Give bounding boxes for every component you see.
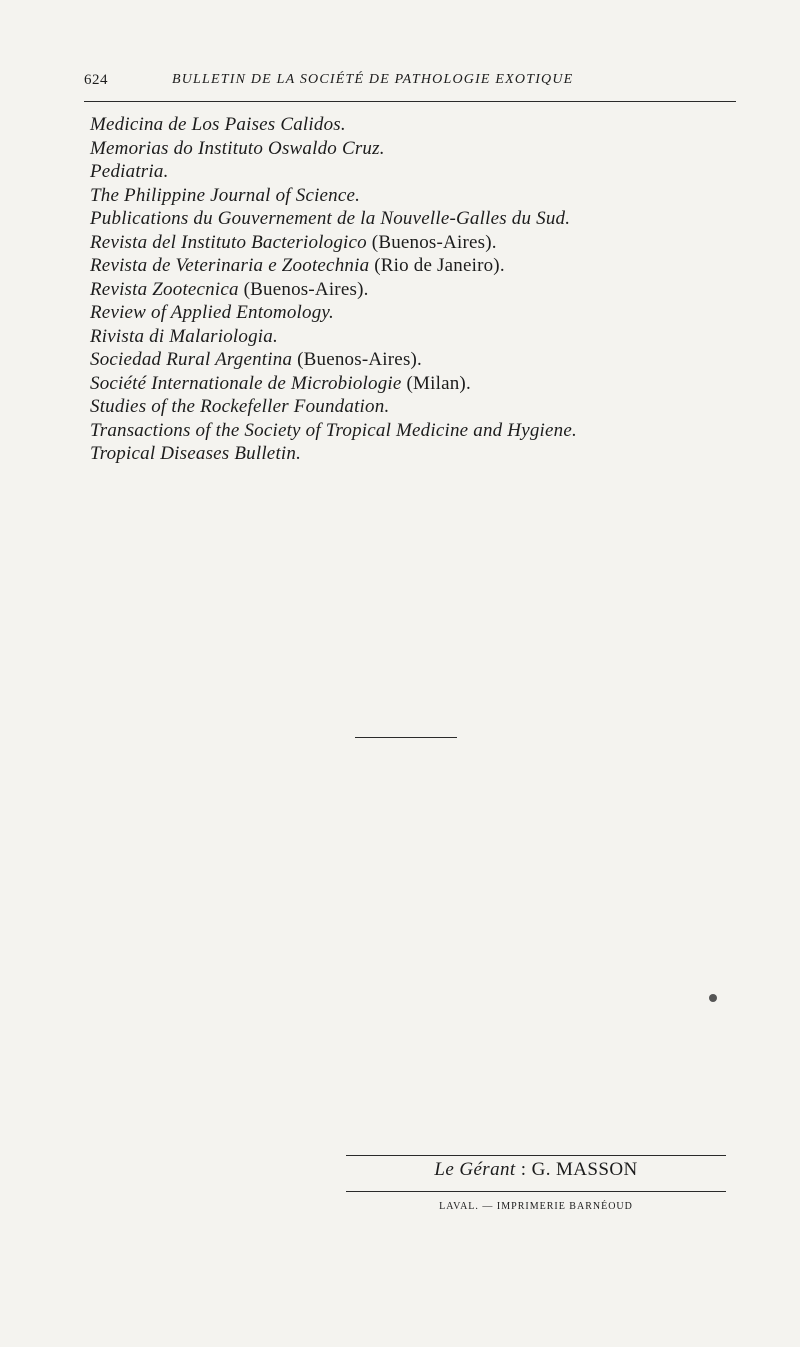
journal-entry [90,113,750,137]
journal-entry [90,301,750,325]
running-head: BULLETIN DE LA SOCIÉTÉ DE PATHOLOGIE EXOTIQUE [172,72,574,87]
journal-title: Transactions of the Society of Tropical Medicine and Hygiene. [90,419,577,441]
header-rule [84,101,736,102]
journal-entry [90,184,750,208]
journal-entry [90,231,750,255]
gerant-name: G. MASSON [531,1159,638,1180]
journal-title: Rivista di Malariologia. [90,325,278,347]
journal-entry [90,395,750,419]
journal-title: Medicina de Los Paises Calidos. [90,114,346,135]
journal-entry [90,419,750,443]
journal-title: Sociedad Rural Argentina [90,349,293,370]
journal-entry [90,325,750,349]
journal-entry [90,137,750,161]
journal-title: Publications du Gouvernement de la Nouvelle-Galles du Sud. [90,208,571,229]
gerant-separator: : [515,1159,532,1180]
journal-entry [90,442,750,466]
page-number: 624 [84,72,108,88]
journal-title: Pediatria. [90,161,169,182]
journal-title: Revista Zootecnica [90,278,239,300]
printer-imprint: LAVAL. — IMPRIMERIE BARNÉOUD [439,1201,633,1212]
journal-title: Review of Applied Entomology. [90,302,334,323]
journal-place: (Rio de Janeiro). [374,255,505,276]
section-end-rule [355,737,457,738]
journal-title: Revista de Veterinaria e Zootechnia [90,255,370,276]
journal-entry [90,254,750,278]
journal-list [90,113,750,466]
journal-entry [90,348,750,372]
journal-title: Studies of the Rockefeller Foundation. [90,396,390,417]
page-header [84,72,736,92]
journal-title: Revista del Instituto Bacteriologico [90,231,367,253]
journal-place: (Buenos-Aires). [297,349,423,370]
gerant-line [346,1159,726,1181]
journal-title: The Philippine Journal of Science. [90,184,361,206]
journal-entry [90,207,750,231]
journal-title: Memorias do Instituto Oswaldo Cruz. [90,137,385,159]
journal-place: (Milan). [406,372,471,394]
footer-rule-top [346,1155,726,1156]
journal-entry [90,278,750,302]
journal-entry [90,372,750,396]
journal-place: (Buenos-Aires). [243,278,369,300]
journal-entry [90,160,750,184]
journal-title: Tropical Diseases Bulletin. [90,443,302,464]
footer-rule-bottom [346,1191,726,1192]
ink-speck [709,994,717,1002]
journal-title: Société Internationale de Microbiologie [90,372,402,394]
journal-place: (Buenos-Aires). [371,231,497,253]
gerant-label: Le Gérant [434,1159,516,1180]
